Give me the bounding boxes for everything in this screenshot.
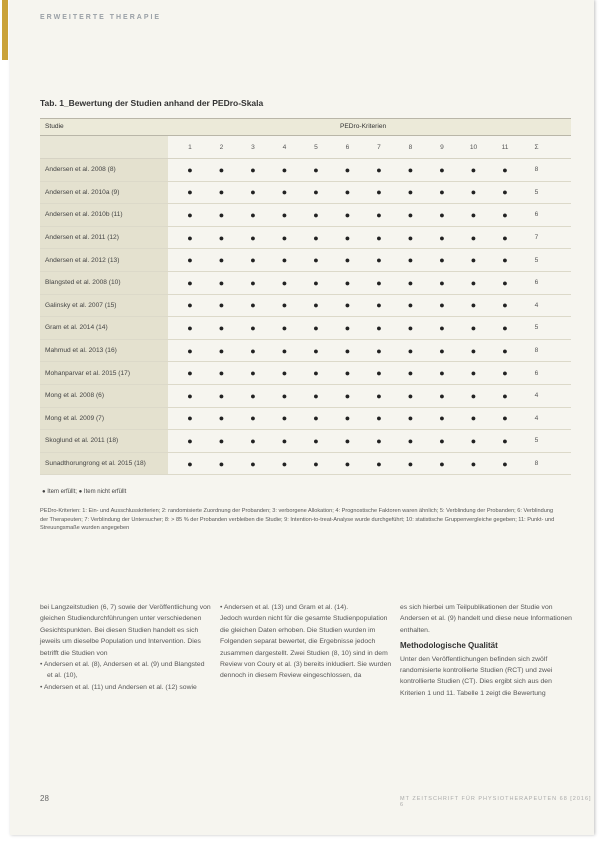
criterion-dot: ● [281, 390, 288, 401]
bullet-item: • Andersen et al. (8), Andersen et al. (9) und Blangsted et al. (10), [40, 661, 205, 680]
table-row [40, 227, 571, 250]
criterion-dot: ● [376, 232, 382, 243]
table-row [40, 340, 571, 363]
criterion-dot: ● [313, 458, 319, 469]
criterion-dot: ● [470, 413, 477, 424]
criterion-dot: ● [313, 435, 319, 446]
criterion-header: 7 [377, 143, 381, 151]
criterion-dot: ● [407, 458, 414, 469]
criterion-dot: ● [313, 232, 319, 243]
study-name: Galinsky et al. 2007 (15) [40, 295, 168, 317]
page-number: 28 [40, 794, 49, 803]
criterion-dot: ● [218, 345, 225, 356]
criterion-dot: ● [250, 390, 256, 401]
criterion-dot: ● [313, 390, 319, 401]
criterion-dot: ● [218, 277, 225, 288]
table-header-row [40, 118, 571, 136]
text-column-2 [220, 602, 392, 682]
criterion-dot: ● [470, 232, 477, 243]
study-name: Andersen et al. 2008 (8) [40, 159, 168, 181]
score-sum: 8 [534, 460, 539, 468]
criterion-header: 10 [469, 143, 478, 151]
score-sum: 8 [534, 347, 539, 355]
criterion-dot: ● [376, 458, 382, 469]
criterion-dot: ● [470, 255, 477, 266]
criterion-header: 6 [345, 143, 350, 151]
criterion-dot: ● [470, 345, 477, 356]
study-name: Andersen et al. 2010b (11) [40, 204, 168, 226]
study-name: Gram et al. 2014 (14) [40, 317, 168, 339]
criterion-dot: ● [376, 255, 382, 266]
table-legend: ● Item erfüllt; ● Item nicht erfüllt [42, 489, 127, 495]
criterion-dot: ● [218, 187, 225, 198]
criterion-dot: ● [502, 255, 508, 266]
criterion-dot: ● [439, 345, 445, 356]
score-sum: 8 [534, 166, 539, 174]
criterion-dot: ● [281, 277, 288, 288]
criterion-dot: ● [344, 435, 351, 446]
score-sum: 6 [534, 211, 539, 219]
criterion-dot: ● [344, 413, 351, 424]
criterion-dot: ● [470, 390, 477, 401]
criterion-dot: ● [470, 435, 477, 446]
criterion-dot: ● [376, 209, 382, 220]
criterion-dot: ● [344, 368, 351, 379]
criterion-dot: ● [502, 390, 508, 401]
criterion-dot: ● [218, 255, 225, 266]
criterion-dot: ● [439, 232, 445, 243]
table-row [40, 204, 571, 227]
criterion-dot: ● [218, 232, 225, 243]
criterion-dot: ● [376, 345, 382, 356]
criterion-dot: ● [187, 187, 193, 198]
score-sum: 5 [534, 324, 539, 332]
criterion-dot: ● [344, 232, 351, 243]
criterion-dot: ● [313, 187, 319, 198]
criterion-dot: ● [376, 300, 382, 311]
criterion-dot: ● [250, 300, 256, 311]
criterion-dot: ● [250, 164, 256, 175]
criterion-dot: ● [344, 187, 351, 198]
criterion-dot: ● [344, 255, 351, 266]
table-row [40, 362, 571, 385]
criterion-dot: ● [502, 413, 508, 424]
criterion-dot: ● [218, 300, 225, 311]
criterion-dot: ● [187, 413, 193, 424]
score-sum: 5 [534, 256, 539, 264]
criterion-dot: ● [313, 277, 319, 288]
criterion-dot: ● [250, 187, 256, 198]
table-row [40, 272, 571, 295]
criterion-dot: ● [218, 368, 225, 379]
criterion-dot: ● [187, 322, 193, 333]
study-name: Mong et al. 2009 (7) [40, 408, 168, 430]
journal-footer: MT ZEITSCHRIFT FÜR PHYSIOTHERAPEUTEN 68 [2016] 6 [400, 796, 592, 808]
score-sum: 5 [534, 188, 539, 196]
criterion-dot: ● [470, 187, 477, 198]
score-sum: 5 [534, 437, 539, 445]
study-name: Mong et al. 2008 (6) [40, 385, 168, 407]
table-row [40, 159, 571, 182]
criterion-dot: ● [407, 368, 414, 379]
paragraph: bei Langzeitstudien (6, 7) sowie der Veröffentlichung von gleichen Studiendurchführungen unter verschiedenen Gesichtspunkten. Bei diesen Studien handelt es sich jeweils um dieselbe Population und Intervention. Dies betrifft die Studien von [40, 604, 211, 657]
criterion-dot: ● [187, 368, 193, 379]
criterion-dot: ● [344, 458, 351, 469]
criterion-dot: ● [250, 435, 256, 446]
criterion-header: 5 [314, 143, 318, 151]
criterion-dot: ● [502, 232, 508, 243]
criterion-dot: ● [502, 345, 508, 356]
criterion-dot: ● [470, 368, 477, 379]
criterion-dot: ● [250, 368, 256, 379]
table-notes: PEDro-Kriterien: 1: Ein- und Ausschlusskriterien; 2: randomisierte Zuordnung der Probanden; 3: verborgene Allokation; 4: Prognostische Faktoren waren ähnlich; 5: Verblindung der Probanden; 6: Verblindung der Therapeuten; 7: Verblindung der Untersucher; 8: > 85 % der Probanden verbleiben die Studie; 9: Intention-to-treat-Analyse wurde durchgeführt; 10: statistische Gruppenvergleiche gegeben; 11: Punkt- und Streuungsmaße wurden angegeben [40, 508, 555, 532]
criterion-dot: ● [439, 413, 445, 424]
score-sum: 4 [534, 414, 539, 422]
criterion-dot: ● [344, 277, 351, 288]
criterion-dot: ● [502, 368, 508, 379]
criterion-dot: ● [313, 300, 319, 311]
criterion-dot: ● [344, 345, 351, 356]
section-header: ERWEITERTE THERAPIE [40, 14, 162, 21]
criterion-dot: ● [470, 209, 477, 220]
criterion-dot: ● [281, 345, 288, 356]
criterion-dot: ● [281, 458, 288, 469]
criterion-dot: ● [376, 164, 382, 175]
criterion-dot: ● [407, 413, 414, 424]
criterion-dot: ● [439, 368, 445, 379]
criterion-header: 1 [188, 143, 192, 151]
criterion-dot: ● [187, 209, 193, 220]
criterion-dot: ● [344, 390, 351, 401]
criterion-dot: ● [250, 232, 256, 243]
criteria-number-row [40, 136, 571, 159]
criterion-dot: ● [439, 300, 445, 311]
criterion-dot: ● [407, 277, 414, 288]
criterion-dot: ● [502, 187, 508, 198]
criterion-dot: ● [250, 209, 256, 220]
table-row [40, 385, 571, 408]
criterion-dot: ● [439, 255, 445, 266]
criterion-header: 11 [501, 143, 509, 151]
criterion-dot: ● [407, 345, 414, 356]
header-study: Studie [45, 123, 64, 130]
criterion-dot: ● [502, 458, 508, 469]
criterion-dot: ● [218, 458, 225, 469]
criterion-dot: ● [218, 390, 225, 401]
criterion-dot: ● [313, 413, 319, 424]
study-name: Andersen et al. 2012 (13) [40, 249, 168, 271]
score-sum: 4 [534, 392, 539, 400]
criterion-dot: ● [281, 300, 288, 311]
study-name: Andersen et al. 2011 (12) [40, 227, 168, 249]
criterion-dot: ● [502, 435, 508, 446]
score-sum: 6 [534, 279, 539, 287]
criterion-dot: ● [407, 300, 414, 311]
criterion-dot: ● [407, 390, 414, 401]
bullet-item: • Andersen et al. (13) und Gram et al. (14). [220, 604, 349, 611]
criterion-dot: ● [376, 322, 382, 333]
criterion-dot: ● [344, 209, 351, 220]
criterion-header: 8 [408, 143, 413, 151]
table-row [40, 453, 571, 476]
criterion-dot: ● [281, 187, 288, 198]
criterion-dot: ● [250, 345, 256, 356]
criterion-dot: ● [218, 435, 225, 446]
criterion-dot: ● [281, 368, 288, 379]
paragraph: es sich hierbei um Teilpublikationen der Studie von Andersen et al. (9) handelt und diese neue Informationen enthalten. [400, 604, 572, 634]
criterion-dot: ● [218, 164, 225, 175]
criterion-dot: ● [470, 277, 477, 288]
criterion-header: Σ [534, 143, 539, 151]
criterion-header: 3 [251, 143, 255, 151]
study-name: Sunadthorungrong et al. 2015 (18) [40, 453, 168, 475]
criterion-dot: ● [407, 435, 414, 446]
criterion-dot: ● [407, 187, 414, 198]
criterion-dot: ● [439, 458, 445, 469]
table-row [40, 408, 571, 431]
criterion-dot: ● [376, 187, 382, 198]
criterion-dot: ● [281, 413, 288, 424]
criterion-dot: ● [313, 345, 319, 356]
criterion-dot: ● [250, 277, 256, 288]
criterion-dot: ● [187, 255, 193, 266]
score-sum: 7 [534, 234, 539, 242]
criterion-dot: ● [313, 368, 319, 379]
paragraph: Jedoch wurden nicht für die gesamte Studienpopulation die gleichen Daten erhoben. Die Studien wurden im Folgenden separat bewertet, die Ergebnisse jedoch zusammen dargestellt. Zwei Studien (8, 10) sind in dem Review von Coury et al. (3) bereits inkludiert. Sie wurden dennoch in diesem Review eingeschlossen, da [220, 615, 392, 680]
criterion-dot: ● [250, 322, 256, 333]
criterion-dot: ● [344, 322, 351, 333]
criterion-dot: ● [281, 435, 288, 446]
study-name: Skoglund et al. 2011 (18) [40, 430, 168, 452]
study-column-blank [40, 136, 168, 158]
criterion-dot: ● [407, 322, 414, 333]
criterion-dot: ● [187, 232, 193, 243]
criterion-dot: ● [439, 390, 445, 401]
criterion-dot: ● [218, 322, 225, 333]
criterion-dot: ● [439, 277, 445, 288]
criterion-dot: ● [470, 322, 477, 333]
criterion-header: 4 [282, 143, 287, 151]
criterion-dot: ● [313, 164, 319, 175]
table-row [40, 295, 571, 318]
pedro-table [40, 118, 571, 475]
bullet-item: • Andersen et al. (11) und Andersen et al. (12) sowie [40, 683, 197, 691]
table-title: Tab. 1_Bewertung der Studien anhand der PEDro-Skala [40, 98, 264, 108]
criterion-dot: ● [376, 277, 382, 288]
criterion-dot: ● [439, 435, 445, 446]
criterion-dot: ● [187, 300, 193, 311]
header-criteria: PEDro-Kriterien [340, 123, 387, 130]
criterion-dot: ● [502, 277, 508, 288]
criterion-dot: ● [250, 255, 256, 266]
criterion-dot: ● [218, 413, 225, 424]
criterion-dot: ● [502, 164, 508, 175]
criterion-dot: ● [470, 458, 477, 469]
criterion-dot: ● [502, 209, 508, 220]
criterion-dot: ● [187, 164, 193, 175]
criterion-dot: ● [281, 232, 288, 243]
score-sum: 4 [534, 301, 539, 309]
criterion-dot: ● [439, 164, 445, 175]
criterion-dot: ● [187, 345, 193, 356]
criterion-dot: ● [344, 164, 351, 175]
criterion-dot: ● [502, 300, 508, 311]
criterion-dot: ● [313, 209, 319, 220]
criterion-dot: ● [439, 209, 445, 220]
study-name: Mahmud et al. 2013 (16) [40, 340, 168, 362]
criterion-dot: ● [376, 413, 382, 424]
table-row [40, 182, 571, 205]
criterion-dot: ● [187, 277, 193, 288]
criterion-dot: ● [407, 232, 414, 243]
section-heading: Methodologische Qualität [400, 641, 498, 651]
criterion-dot: ● [344, 300, 351, 311]
criterion-dot: ● [376, 390, 382, 401]
criterion-header: 2 [219, 143, 224, 151]
criterion-dot: ● [250, 458, 256, 469]
study-name: Andersen et al. 2010a (9) [40, 182, 168, 204]
criterion-dot: ● [187, 458, 193, 469]
criterion-dot: ● [376, 368, 382, 379]
table-row [40, 249, 571, 272]
criterion-dot: ● [407, 164, 414, 175]
criterion-dot: ● [187, 435, 193, 446]
criterion-dot: ● [470, 300, 477, 311]
criterion-dot: ● [376, 435, 382, 446]
document-page [10, 0, 594, 835]
criterion-dot: ● [502, 322, 508, 333]
table-row [40, 430, 571, 453]
section-color-bar [2, 0, 8, 60]
text-column-1 [40, 602, 212, 693]
criterion-dot: ● [439, 322, 445, 333]
table-row [40, 317, 571, 340]
criterion-dot: ● [218, 209, 225, 220]
criterion-dot: ● [281, 164, 288, 175]
study-name: Blangsted et al. 2008 (10) [40, 272, 168, 294]
study-name: Mohanparvar et al. 2015 (17) [40, 362, 168, 384]
criterion-dot: ● [281, 255, 288, 266]
criterion-dot: ● [281, 322, 288, 333]
criterion-dot: ● [313, 322, 319, 333]
text-column-3 [400, 602, 572, 699]
criterion-dot: ● [313, 255, 319, 266]
score-sum: 6 [534, 369, 539, 377]
criterion-dot: ● [407, 209, 414, 220]
criterion-dot: ● [470, 164, 477, 175]
paragraph: Unter den Veröffentlichungen befinden sich zwölf randomisierte kontrollierte Studien (RCT) und zwei kontrollierte Studien (CT). Dies ergibt sich aus den Kriterien 1 und 11. Tabelle 1 zeigt die Bewertung [400, 655, 553, 697]
criterion-dot: ● [187, 390, 193, 401]
criterion-dot: ● [281, 209, 288, 220]
criterion-dot: ● [250, 413, 256, 424]
criterion-header: 9 [440, 143, 444, 151]
criterion-dot: ● [439, 187, 445, 198]
criterion-dot: ● [407, 255, 414, 266]
